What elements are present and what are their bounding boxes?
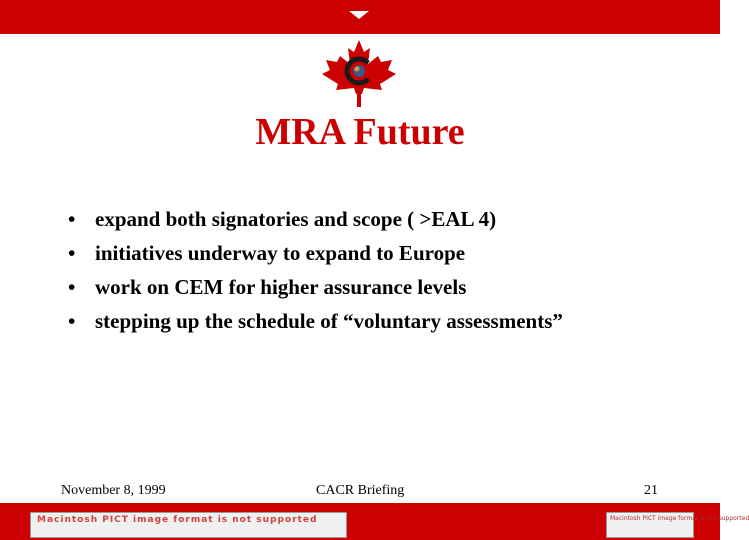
bullet-symbol: • [68,309,76,333]
bullet-item [68,304,688,338]
image-placeholder-right [606,512,749,538]
footer-center-label: CACR Briefing [316,483,405,498]
bullet-item [68,270,688,304]
triangle-down-icon [349,11,369,19]
bullet-list [68,202,688,338]
page-number: 21 [644,483,658,498]
bullet-symbol: • [68,241,76,265]
bullet-text: stepping up the schedule of “voluntary assessments” [95,309,563,333]
bullet-text: initiatives underway to expand to Europe [95,241,466,265]
bullet-text: work on CEM for higher assurance levels [95,275,467,299]
bullet-item [68,202,688,236]
bullet-symbol: • [68,275,76,299]
bullet-symbol: • [68,207,76,231]
footer-date: November 8, 1999 [61,483,166,498]
placeholder-text: Macintosh PICT image format is not supported [37,515,318,525]
bullet-item [68,236,688,270]
image-placeholder-left [30,512,347,538]
maple-leaf-c-logo-icon [318,38,400,108]
placeholder-text: Macintosh PICT image format is not supported [610,515,749,522]
slide-title: MRA Future [255,111,465,153]
bullet-text: expand both signatories and scope ( >EAL 4) [95,207,497,231]
top-banner [0,0,720,34]
